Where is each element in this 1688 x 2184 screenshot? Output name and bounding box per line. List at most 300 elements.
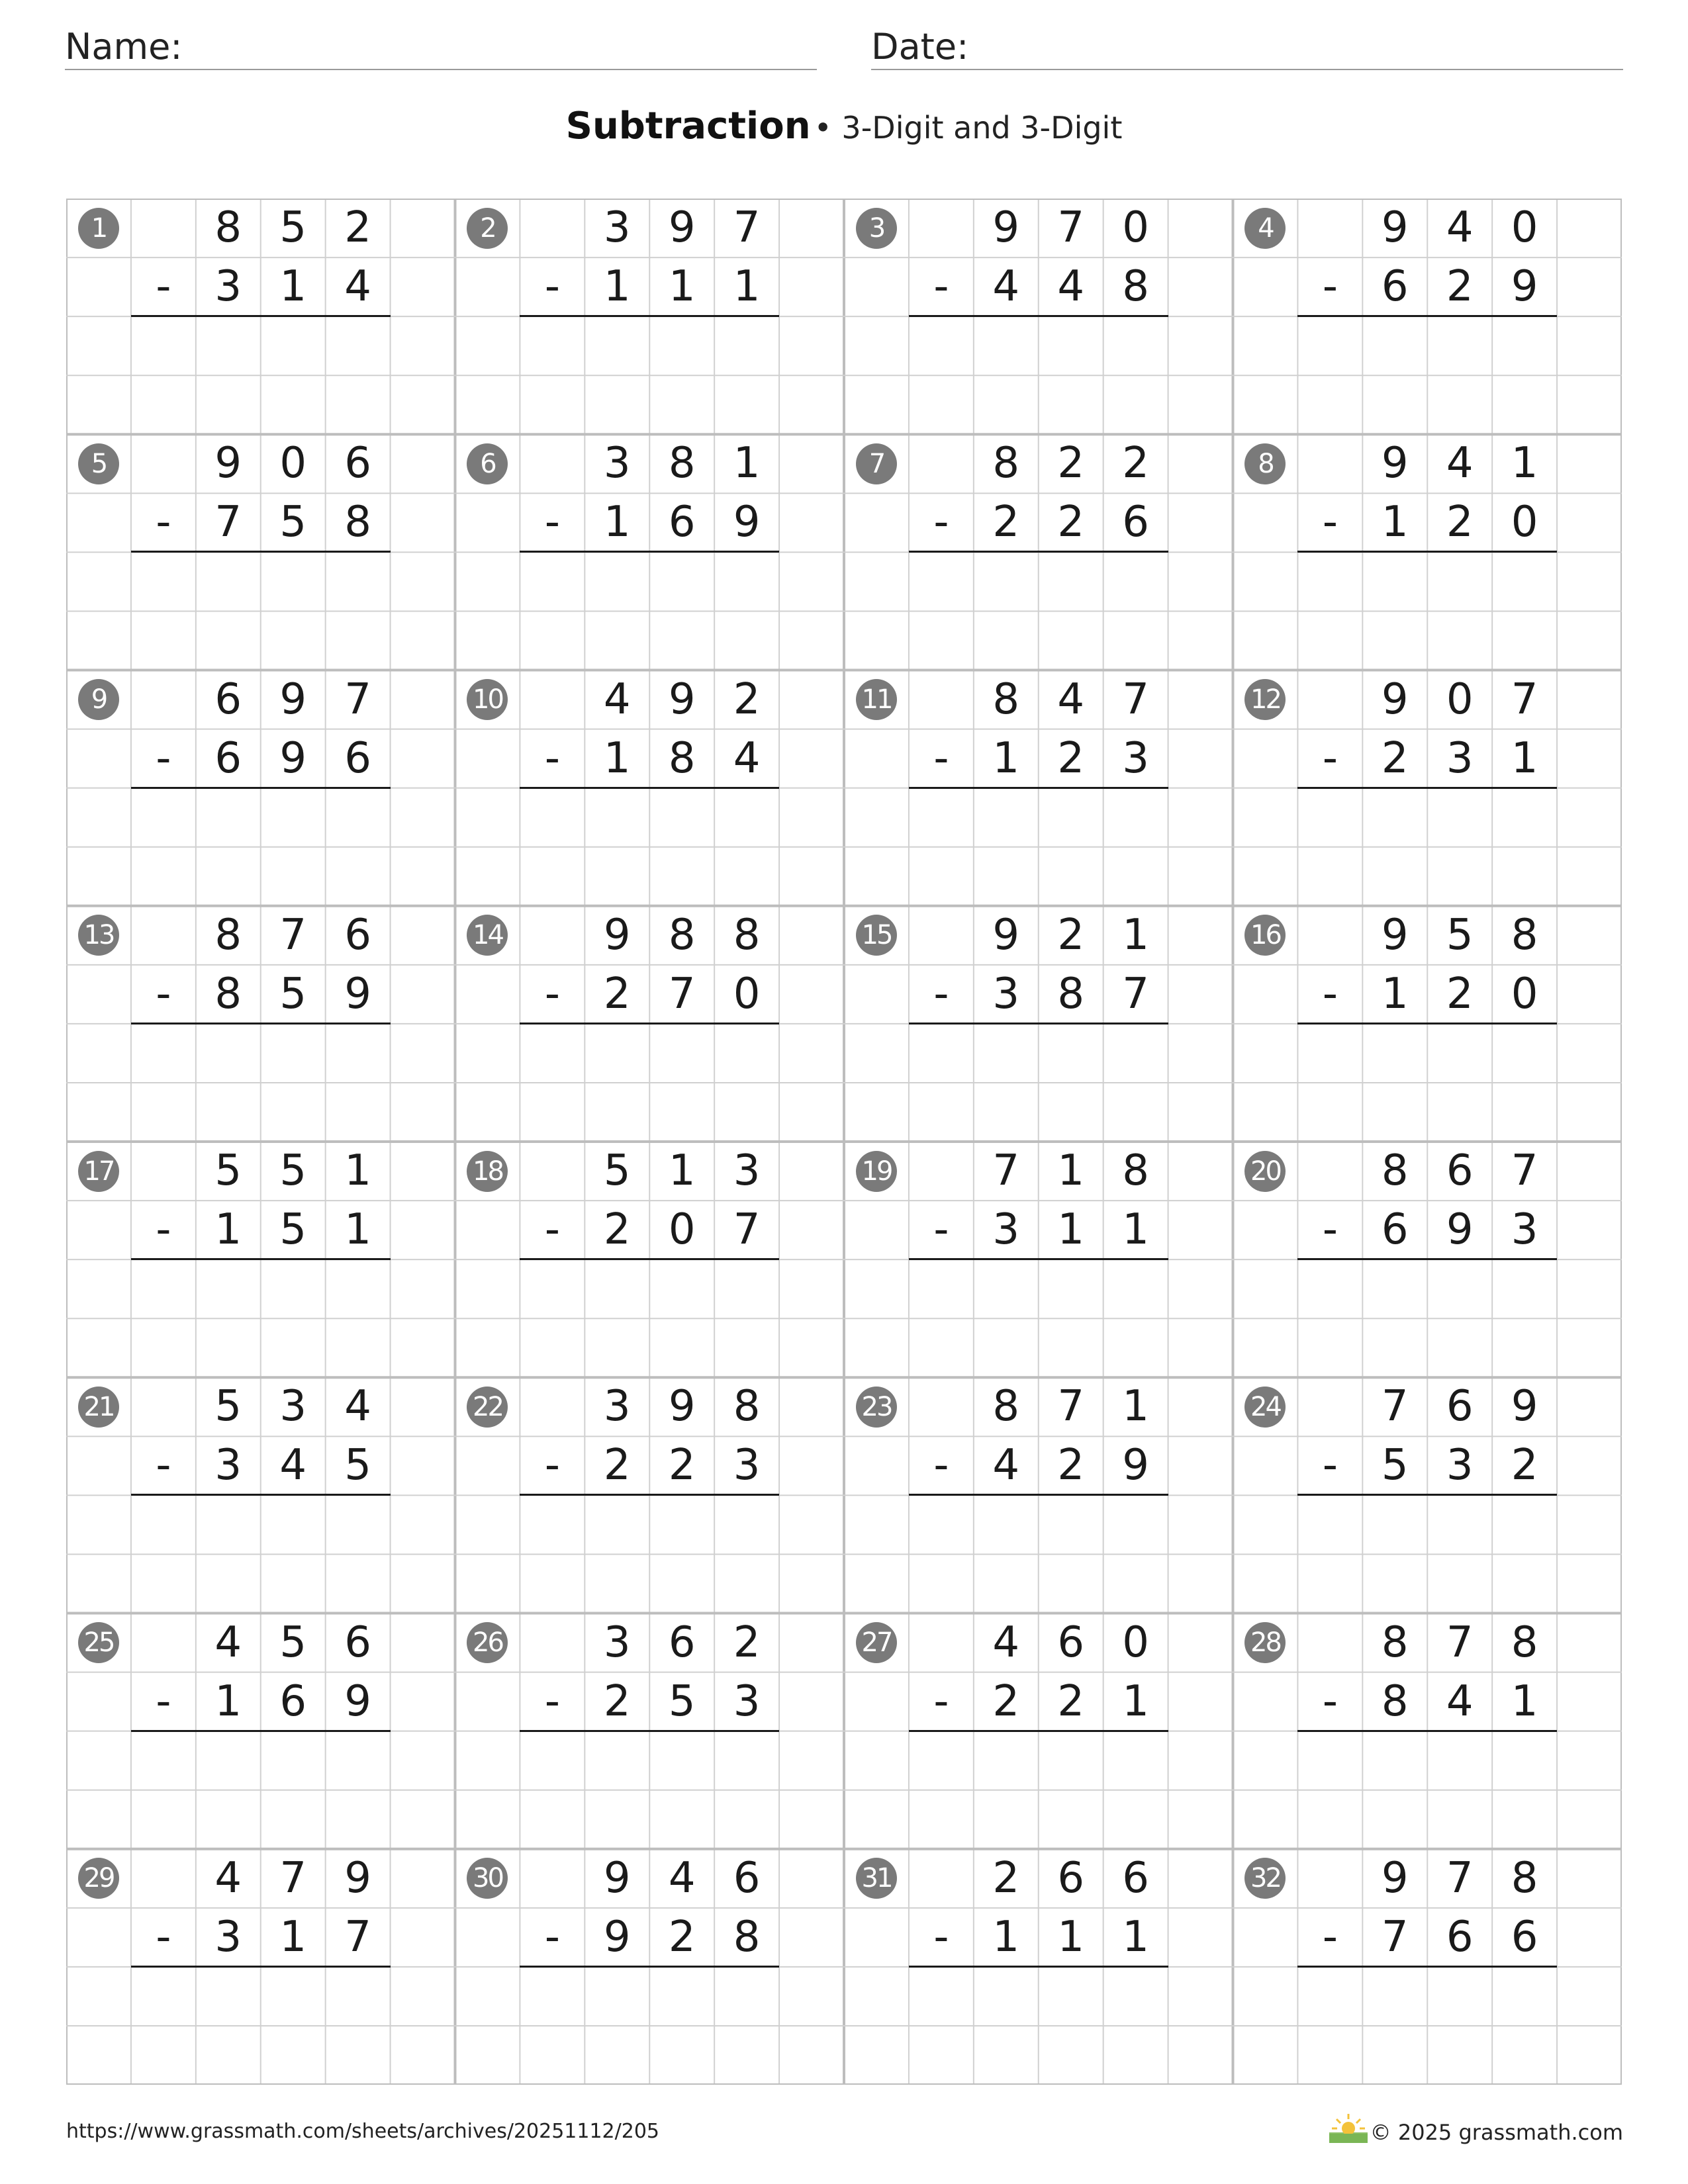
subtrahend-digit: 4 bbox=[992, 262, 1020, 312]
problem-number-badge: 20 bbox=[1244, 1151, 1286, 1192]
problem-number-badge: 10 bbox=[467, 679, 508, 720]
minuend-digit: 6 bbox=[344, 439, 371, 488]
subtrahend-digit: 8 bbox=[1122, 262, 1149, 312]
answer-cell[interactable] bbox=[326, 1261, 391, 1317]
answer-cell[interactable] bbox=[196, 790, 261, 846]
answer-cell[interactable] bbox=[1362, 790, 1427, 846]
problem-number-badge: 30 bbox=[467, 1858, 508, 1899]
subtrahend-digit: 6 bbox=[1511, 1912, 1538, 1962]
answer-cell[interactable] bbox=[909, 1261, 974, 1317]
answer-cell[interactable] bbox=[131, 553, 196, 610]
answer-cell[interactable] bbox=[196, 1025, 261, 1081]
answer-cell[interactable] bbox=[909, 318, 974, 374]
answer-rule bbox=[1297, 315, 1557, 317]
subtrahend-digit: 5 bbox=[668, 1676, 696, 1726]
minuend-digit: 0 bbox=[1122, 1617, 1149, 1667]
answer-cell[interactable] bbox=[1103, 1261, 1168, 1317]
subtrahend-digit: 1 bbox=[603, 498, 631, 547]
answer-cell[interactable] bbox=[585, 790, 649, 846]
answer-cell[interactable] bbox=[326, 1496, 391, 1553]
answer-cell[interactable] bbox=[585, 1733, 649, 1789]
answer-cell[interactable] bbox=[1297, 553, 1362, 610]
subtrahend-digit: 3 bbox=[214, 1912, 242, 1962]
minuend-digit: 2 bbox=[733, 674, 761, 724]
answer-cell[interactable] bbox=[131, 1496, 196, 1553]
minuend-digit: 8 bbox=[1511, 1617, 1538, 1667]
minus-sign: - bbox=[1322, 969, 1338, 1019]
answer-cell[interactable] bbox=[974, 1733, 1039, 1789]
subtrahend-digit: 5 bbox=[279, 1205, 307, 1255]
answer-cell[interactable] bbox=[1492, 553, 1557, 610]
answer-cell[interactable] bbox=[649, 1025, 714, 1081]
subtrahend-digit: 2 bbox=[992, 1676, 1020, 1726]
subtrahend-digit: 3 bbox=[733, 1676, 761, 1726]
subtrahend-digit: 9 bbox=[733, 498, 761, 547]
minuend-digit: 9 bbox=[603, 1853, 631, 1903]
title-main: Subtraction bbox=[565, 105, 811, 148]
answer-cell[interactable] bbox=[326, 318, 391, 374]
answer-cell[interactable] bbox=[585, 1261, 649, 1317]
minuend-digit: 8 bbox=[668, 910, 696, 960]
minus-sign: - bbox=[156, 969, 171, 1019]
answer-cell[interactable] bbox=[196, 1733, 261, 1789]
answer-cell[interactable] bbox=[649, 1733, 714, 1789]
answer-cell[interactable] bbox=[520, 1025, 585, 1081]
answer-cell[interactable] bbox=[326, 790, 391, 846]
subtrahend-digit: 7 bbox=[1381, 1912, 1409, 1962]
answer-cell[interactable] bbox=[1427, 1968, 1492, 2025]
subtrahend-digit: 3 bbox=[992, 969, 1020, 1019]
subtrahend-digit: 8 bbox=[1057, 969, 1085, 1019]
minus-sign: - bbox=[156, 262, 171, 312]
answer-cell[interactable] bbox=[714, 790, 779, 846]
answer-cell[interactable] bbox=[520, 1496, 585, 1553]
minuend-digit: 9 bbox=[344, 1853, 371, 1903]
minuend-digit: 4 bbox=[214, 1853, 242, 1903]
minus-sign: - bbox=[156, 498, 171, 547]
subtrahend-digit: 2 bbox=[1511, 1441, 1538, 1490]
answer-cell[interactable] bbox=[1362, 1025, 1427, 1081]
answer-cell[interactable] bbox=[1362, 1261, 1427, 1317]
answer-cell[interactable] bbox=[520, 1261, 585, 1317]
problem-number-badge: 17 bbox=[78, 1151, 119, 1192]
answer-cell[interactable] bbox=[585, 553, 649, 610]
answer-cell[interactable] bbox=[1427, 1733, 1492, 1789]
problem-number-badge: 32 bbox=[1244, 1858, 1286, 1899]
answer-cell[interactable] bbox=[1103, 1968, 1168, 2025]
minuend-digit: 6 bbox=[1122, 1853, 1149, 1903]
subtrahend-digit: 6 bbox=[1381, 262, 1409, 312]
minuend-digit: 9 bbox=[214, 439, 242, 488]
minuend-digit: 5 bbox=[279, 1146, 307, 1195]
answer-rule bbox=[131, 787, 391, 789]
answer-cell[interactable] bbox=[520, 1733, 585, 1789]
answer-cell[interactable] bbox=[1103, 1733, 1168, 1789]
minuend-digit: 8 bbox=[733, 910, 761, 960]
answer-cell[interactable] bbox=[1427, 318, 1492, 374]
answer-cell[interactable] bbox=[714, 1968, 779, 2025]
answer-rule bbox=[520, 787, 779, 789]
answer-cell[interactable] bbox=[909, 553, 974, 610]
answer-cell[interactable] bbox=[131, 1968, 196, 2025]
problem-number-badge: 28 bbox=[1244, 1622, 1286, 1663]
subtrahend-digit: 7 bbox=[733, 1205, 761, 1255]
problem-number-badge: 1 bbox=[78, 208, 119, 249]
minus-sign: - bbox=[544, 262, 560, 312]
subtrahend-digit: 2 bbox=[1057, 1676, 1085, 1726]
answer-cell[interactable] bbox=[974, 790, 1039, 846]
answer-cell[interactable] bbox=[1492, 1496, 1557, 1553]
minus-sign: - bbox=[544, 498, 560, 547]
answer-cell[interactable] bbox=[1297, 1261, 1362, 1317]
minuend-digit: 4 bbox=[1446, 203, 1474, 252]
answer-cell[interactable] bbox=[520, 318, 585, 374]
minus-sign: - bbox=[933, 1205, 949, 1255]
subtrahend-digit: 3 bbox=[1511, 1205, 1538, 1255]
answer-cell[interactable] bbox=[714, 318, 779, 374]
subtrahend-digit: 1 bbox=[992, 1912, 1020, 1962]
answer-cell[interactable] bbox=[585, 1968, 649, 2025]
subtrahend-digit: 9 bbox=[1446, 1205, 1474, 1255]
answer-cell[interactable] bbox=[909, 1496, 974, 1553]
answer-cell[interactable] bbox=[261, 1733, 326, 1789]
problem-number-badge: 7 bbox=[856, 443, 897, 484]
subtrahend-digit: 2 bbox=[1446, 262, 1474, 312]
minus-sign: - bbox=[933, 733, 949, 783]
answer-cell[interactable] bbox=[1362, 1733, 1427, 1789]
answer-cell[interactable] bbox=[131, 1025, 196, 1081]
minus-sign: - bbox=[933, 262, 949, 312]
answer-cell[interactable] bbox=[649, 318, 714, 374]
answer-cell[interactable] bbox=[1362, 1968, 1427, 2025]
answer-cell[interactable] bbox=[1297, 1025, 1362, 1081]
answer-rule bbox=[909, 315, 1168, 317]
minuend-digit: 5 bbox=[1446, 910, 1474, 960]
answer-rule bbox=[1297, 551, 1557, 553]
problem-number-badge: 11 bbox=[856, 679, 897, 720]
subtrahend-digit: 0 bbox=[1511, 969, 1538, 1019]
minuend-digit: 8 bbox=[1381, 1617, 1409, 1667]
answer-cell[interactable] bbox=[1362, 318, 1427, 374]
subtrahend-digit: 6 bbox=[668, 498, 696, 547]
answer-cell[interactable] bbox=[649, 553, 714, 610]
minuend-digit: 8 bbox=[992, 674, 1020, 724]
answer-cell[interactable] bbox=[326, 1025, 391, 1081]
minuend-digit: 8 bbox=[1122, 1146, 1149, 1195]
answer-rule bbox=[1297, 1023, 1557, 1024]
answer-cell[interactable] bbox=[520, 790, 585, 846]
worksheet-title bbox=[0, 105, 1688, 148]
answer-cell[interactable] bbox=[649, 1261, 714, 1317]
minuend-digit: 5 bbox=[603, 1146, 631, 1195]
minus-sign: - bbox=[544, 1205, 560, 1255]
answer-cell[interactable] bbox=[1103, 1025, 1168, 1081]
footer-url: https://www.grassmath.com/sheets/archives/20251112/205 bbox=[66, 2120, 660, 2143]
answer-cell[interactable] bbox=[974, 318, 1039, 374]
answer-cell[interactable] bbox=[1427, 1496, 1492, 1553]
answer-cell[interactable] bbox=[1297, 318, 1362, 374]
answer-cell[interactable] bbox=[1039, 1496, 1103, 1553]
answer-cell[interactable] bbox=[909, 1968, 974, 2025]
answer-rule bbox=[520, 1966, 779, 1968]
answer-cell[interactable] bbox=[585, 318, 649, 374]
answer-cell[interactable] bbox=[520, 553, 585, 610]
answer-cell[interactable] bbox=[585, 1496, 649, 1553]
answer-cell[interactable] bbox=[974, 553, 1039, 610]
minuend-digit: 4 bbox=[992, 1617, 1020, 1667]
subtrahend-digit: 7 bbox=[668, 969, 696, 1019]
answer-cell[interactable] bbox=[261, 1025, 326, 1081]
answer-cell[interactable] bbox=[1297, 1496, 1362, 1553]
answer-cell[interactable] bbox=[261, 1496, 326, 1553]
subtrahend-digit: 2 bbox=[668, 1441, 696, 1490]
subtrahend-digit: 2 bbox=[1057, 733, 1085, 783]
answer-cell[interactable] bbox=[649, 790, 714, 846]
answer-cell[interactable] bbox=[131, 1261, 196, 1317]
minuend-digit: 5 bbox=[279, 1617, 307, 1667]
answer-cell[interactable] bbox=[974, 1261, 1039, 1317]
minus-sign: - bbox=[933, 1441, 949, 1490]
minuend-digit: 6 bbox=[1057, 1853, 1085, 1903]
subtrahend-digit: 2 bbox=[668, 1912, 696, 1962]
answer-cell[interactable] bbox=[1297, 1733, 1362, 1789]
minuend-digit: 8 bbox=[1381, 1146, 1409, 1195]
minus-sign: - bbox=[1322, 262, 1338, 312]
subtrahend-digit: 2 bbox=[1057, 498, 1085, 547]
minuend-digit: 4 bbox=[344, 1382, 371, 1432]
minuend-digit: 8 bbox=[668, 439, 696, 488]
minuend-digit: 3 bbox=[603, 203, 631, 252]
answer-cell[interactable] bbox=[196, 1261, 261, 1317]
answer-cell[interactable] bbox=[196, 318, 261, 374]
answer-cell[interactable] bbox=[974, 1025, 1039, 1081]
answer-cell[interactable] bbox=[1362, 1496, 1427, 1553]
minuend-digit: 7 bbox=[1057, 1382, 1085, 1432]
answer-cell[interactable] bbox=[1492, 1733, 1557, 1789]
subtrahend-digit: 8 bbox=[1381, 1676, 1409, 1726]
answer-rule bbox=[520, 551, 779, 553]
minus-sign: - bbox=[544, 1912, 560, 1962]
answer-rule bbox=[1297, 1494, 1557, 1496]
minuend-digit: 1 bbox=[1122, 1382, 1149, 1432]
subtrahend-digit: 3 bbox=[214, 1441, 242, 1490]
answer-cell[interactable] bbox=[196, 553, 261, 610]
answer-cell[interactable] bbox=[974, 1496, 1039, 1553]
answer-cell[interactable] bbox=[1039, 790, 1103, 846]
minuend-digit: 3 bbox=[279, 1382, 307, 1432]
minuend-digit: 2 bbox=[1122, 439, 1149, 488]
answer-cell[interactable] bbox=[714, 1025, 779, 1081]
answer-cell[interactable] bbox=[1427, 553, 1492, 610]
answer-cell[interactable] bbox=[1362, 553, 1427, 610]
answer-rule bbox=[909, 1730, 1168, 1732]
minus-sign: - bbox=[1322, 733, 1338, 783]
minuend-digit: 8 bbox=[214, 203, 242, 252]
subtrahend-digit: 1 bbox=[1381, 498, 1409, 547]
problem-number-badge: 8 bbox=[1244, 443, 1286, 484]
minuend-digit: 6 bbox=[344, 910, 371, 960]
minuend-digit: 9 bbox=[603, 910, 631, 960]
minuend-digit: 9 bbox=[1511, 1382, 1538, 1432]
problem-number-badge: 27 bbox=[856, 1622, 897, 1663]
answer-rule bbox=[131, 1730, 391, 1732]
answer-cell[interactable] bbox=[1492, 790, 1557, 846]
answer-rule bbox=[1297, 1730, 1557, 1732]
minuend-digit: 1 bbox=[733, 439, 761, 488]
answer-rule bbox=[1297, 1966, 1557, 1968]
subtrahend-digit: 6 bbox=[214, 733, 242, 783]
answer-cell[interactable] bbox=[909, 1733, 974, 1789]
answer-cell[interactable] bbox=[714, 1496, 779, 1553]
subtrahend-digit: 0 bbox=[668, 1205, 696, 1255]
answer-cell[interactable] bbox=[520, 1968, 585, 2025]
problem-number-badge: 25 bbox=[78, 1622, 119, 1663]
answer-cell[interactable] bbox=[131, 318, 196, 374]
minuend-digit: 7 bbox=[1511, 1146, 1538, 1195]
answer-rule bbox=[520, 1023, 779, 1024]
minuend-digit: 3 bbox=[603, 1382, 631, 1432]
answer-cell[interactable] bbox=[131, 790, 196, 846]
minuend-digit: 7 bbox=[279, 910, 307, 960]
minus-sign: - bbox=[544, 733, 560, 783]
minuend-digit: 9 bbox=[668, 203, 696, 252]
name-field[interactable] bbox=[65, 20, 817, 70]
subtrahend-digit: 9 bbox=[344, 1676, 371, 1726]
answer-cell[interactable] bbox=[261, 790, 326, 846]
answer-cell[interactable] bbox=[1039, 1261, 1103, 1317]
answer-cell[interactable] bbox=[261, 1261, 326, 1317]
answer-cell[interactable] bbox=[1427, 1261, 1492, 1317]
answer-cell[interactable] bbox=[326, 553, 391, 610]
answer-cell[interactable] bbox=[1297, 790, 1362, 846]
date-field[interactable] bbox=[871, 20, 1623, 70]
problem-number-badge: 24 bbox=[1244, 1387, 1286, 1428]
answer-cell[interactable] bbox=[714, 1733, 779, 1789]
problem-number-badge: 9 bbox=[78, 679, 119, 720]
answer-cell[interactable] bbox=[974, 1968, 1039, 2025]
answer-cell[interactable] bbox=[1103, 1496, 1168, 1553]
minus-sign: - bbox=[156, 1676, 171, 1726]
minuend-digit: 0 bbox=[1446, 674, 1474, 724]
answer-cell[interactable] bbox=[1492, 1968, 1557, 2025]
minus-sign: - bbox=[933, 1912, 949, 1962]
answer-cell[interactable] bbox=[1492, 1261, 1557, 1317]
minuend-digit: 2 bbox=[1057, 439, 1085, 488]
answer-cell[interactable] bbox=[714, 553, 779, 610]
minuend-digit: 4 bbox=[1057, 674, 1085, 724]
minuend-digit: 8 bbox=[1511, 1853, 1538, 1903]
subtrahend-digit: 1 bbox=[279, 262, 307, 312]
minuend-digit: 7 bbox=[1122, 674, 1149, 724]
minuend-digit: 8 bbox=[733, 1382, 761, 1432]
minus-sign: - bbox=[156, 733, 171, 783]
answer-cell[interactable] bbox=[1297, 1968, 1362, 2025]
subtrahend-digit: 1 bbox=[992, 733, 1020, 783]
problem-number-badge: 29 bbox=[78, 1858, 119, 1899]
subtrahend-digit: 4 bbox=[733, 733, 761, 783]
answer-cell[interactable] bbox=[649, 1968, 714, 2025]
problem-number-badge: 3 bbox=[856, 208, 897, 249]
subtrahend-digit: 1 bbox=[1122, 1205, 1149, 1255]
minuend-digit: 9 bbox=[668, 1382, 696, 1432]
subtrahend-digit: 3 bbox=[214, 262, 242, 312]
minuend-digit: 1 bbox=[1511, 439, 1538, 488]
answer-rule bbox=[131, 551, 391, 553]
answer-cell[interactable] bbox=[131, 1733, 196, 1789]
minuend-digit: 6 bbox=[1446, 1146, 1474, 1195]
subtrahend-digit: 2 bbox=[603, 969, 631, 1019]
answer-cell[interactable] bbox=[1103, 318, 1168, 374]
minus-sign: - bbox=[1322, 1676, 1338, 1726]
minuend-digit: 9 bbox=[992, 910, 1020, 960]
answer-cell[interactable] bbox=[261, 318, 326, 374]
problem-number-badge: 13 bbox=[78, 915, 119, 956]
subtrahend-digit: 4 bbox=[992, 1441, 1020, 1490]
subtrahend-digit: 1 bbox=[603, 262, 631, 312]
problem-number-badge: 18 bbox=[467, 1151, 508, 1192]
subtrahend-digit: 8 bbox=[344, 498, 371, 547]
minuend-digit: 9 bbox=[1381, 203, 1409, 252]
name-label: Name: bbox=[65, 26, 183, 68]
minuend-digit: 3 bbox=[733, 1146, 761, 1195]
answer-cell[interactable] bbox=[326, 1733, 391, 1789]
minuend-digit: 6 bbox=[344, 1617, 371, 1667]
minuend-digit: 5 bbox=[279, 203, 307, 252]
answer-cell[interactable] bbox=[1492, 318, 1557, 374]
minuend-digit: 3 bbox=[603, 1617, 631, 1667]
subtrahend-digit: 7 bbox=[344, 1912, 371, 1962]
minuend-digit: 9 bbox=[1381, 1853, 1409, 1903]
answer-cell[interactable] bbox=[1039, 553, 1103, 610]
subtrahend-digit: 1 bbox=[1057, 1912, 1085, 1962]
answer-cell[interactable] bbox=[1039, 1968, 1103, 2025]
answer-rule bbox=[909, 787, 1168, 789]
subtrahend-digit: 1 bbox=[214, 1676, 242, 1726]
date-label: Date: bbox=[871, 26, 969, 68]
answer-cell[interactable] bbox=[326, 1968, 391, 2025]
answer-cell[interactable] bbox=[1427, 790, 1492, 846]
answer-cell[interactable] bbox=[1103, 790, 1168, 846]
answer-cell[interactable] bbox=[261, 1968, 326, 2025]
minuend-digit: 4 bbox=[603, 674, 631, 724]
subtrahend-digit: 9 bbox=[279, 733, 307, 783]
problem-number-badge: 22 bbox=[467, 1387, 508, 1428]
answer-cell[interactable] bbox=[714, 1261, 779, 1317]
answer-cell[interactable] bbox=[649, 1496, 714, 1553]
answer-cell[interactable] bbox=[909, 1025, 974, 1081]
answer-cell[interactable] bbox=[196, 1496, 261, 1553]
answer-cell[interactable] bbox=[1039, 318, 1103, 374]
answer-rule bbox=[909, 1966, 1168, 1968]
answer-cell[interactable] bbox=[1039, 1025, 1103, 1081]
answer-cell[interactable] bbox=[1427, 1025, 1492, 1081]
answer-cell[interactable] bbox=[1492, 1025, 1557, 1081]
answer-cell[interactable] bbox=[261, 553, 326, 610]
problem-number-badge: 15 bbox=[856, 915, 897, 956]
minuend-digit: 6 bbox=[1446, 1382, 1474, 1432]
answer-cell[interactable] bbox=[1103, 553, 1168, 610]
answer-cell[interactable] bbox=[585, 1025, 649, 1081]
answer-cell[interactable] bbox=[196, 1968, 261, 2025]
subtrahend-digit: 8 bbox=[214, 969, 242, 1019]
minuend-digit: 1 bbox=[344, 1146, 371, 1195]
subtrahend-digit: 6 bbox=[279, 1676, 307, 1726]
subtrahend-digit: 5 bbox=[1381, 1441, 1409, 1490]
answer-cell[interactable] bbox=[909, 790, 974, 846]
subtrahend-digit: 2 bbox=[603, 1676, 631, 1726]
problem-number-badge: 6 bbox=[467, 443, 508, 484]
answer-cell[interactable] bbox=[1039, 1733, 1103, 1789]
